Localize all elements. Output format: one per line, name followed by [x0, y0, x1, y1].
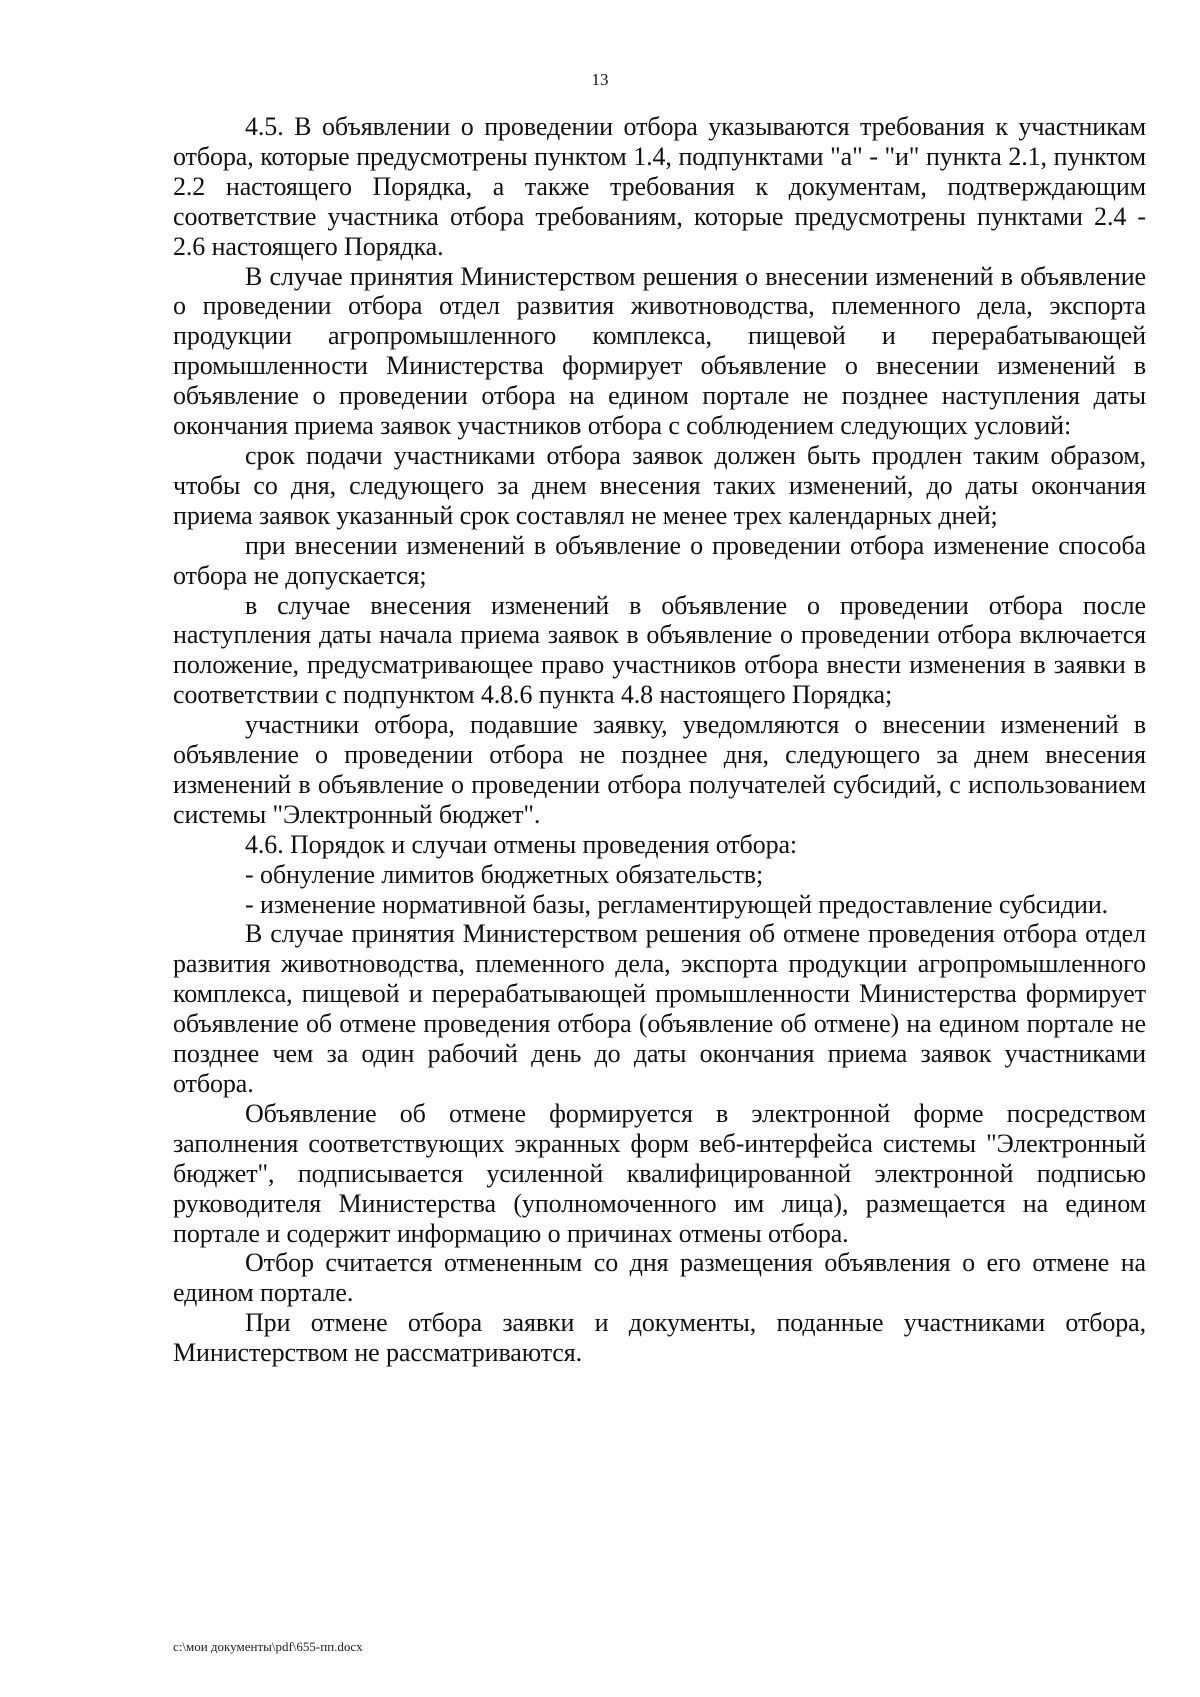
paragraph: - изменение нормативной базы, регламентирующей предоставление субсидии. [245, 889, 1109, 919]
paragraph: 4.5. В объявлении о проведении отбора указываются требования к участникам отбора, которые предусмотрены пунктом 1.4, подпунктами "а" - "и" пункта 2.1, пунктом 2.2 настоящего Порядка, а также требования к документам, подтверждающим соответствие участника отбора требованиям, которые предусмотрены пунктами 2.4 - 2.6 настоящего Порядка. [173, 112, 1146, 261]
paragraph: При отмене отбора заявки и документы, поданные участниками отбора, Министерством не рассматриваются. [173, 1308, 1146, 1368]
paragraph: В случае принятия Министерством решения о внесении изменений в объявление о проведении отбора отдел развития животноводства, племенного дела, экспорта продукции агропромышленного комплекса, пищевой и перерабатывающей промышленности Министерства формирует объявление о внесении изменений в объявление о проведении отбора на едином портале не позднее наступления даты окончания приема заявок участников отбора с соблюдением следующих условий: [173, 261, 1146, 441]
file-path-footer: c:\мои документы\pdf\655-пп.docx [173, 1639, 363, 1654]
page-number: 13 [591, 70, 609, 89]
paragraph: - обнуление лимитов бюджетных обязательств; [245, 859, 764, 889]
paragraph: 4.6. Порядок и случаи отмены проведения отбора: [245, 829, 798, 859]
paragraph: в случае внесения изменений в объявление о проведении отбора после наступления даты начала приема заявок в объявление о проведении отбора включается положение, предусматривающее право участников отбора внести изменения в заявки в соответствии с подпунктом 4.8.6 пункта 4.8 настоящего Порядка; [173, 590, 1146, 710]
paragraph: Объявление об отмене формируется в электронной форме посредством заполнения соответствующих экранных форм веб-интерфейса системы "Электронный бюджет", подписывается усиленной квалифицированной электронной подписью руководителя Министерства (уполномоченного им лица), размещается на едином портале и содержит информацию о причинах отмены отбора. [173, 1098, 1146, 1248]
paragraph: при внесении изменений в объявление о проведении отбора изменение способа отбора не допускается; [173, 530, 1146, 590]
paragraph: В случае принятия Министерством решения об отмене проведения отбора отдел развития животноводства, племенного дела, экспорта продукции агропромышленного комплекса, пищевой и перерабатывающей промышленности Министерства формирует объявление об отмене проведения отбора (объявление об отмене) на едином портале не позднее чем за один рабочий день до даты окончания приема заявок участниками отбора. [173, 919, 1146, 1098]
paragraph: участники отбора, подавшие заявку, уведомляются о внесении изменений в объявление о проведении отбора не позднее дня, следующего за днем внесения изменений в объявление о проведении отбора получателей субсидий, с использованием системы "Электронный бюджет". [173, 710, 1146, 829]
paragraph: Отбор считается отмененным со дня размещения объявления о его отмене на едином портале. [173, 1248, 1146, 1308]
document-body [173, 112, 1146, 1368]
paragraph: срок подачи участниками отбора заявок должен быть продлен таким образом, чтобы со дня, следующего за днем внесения таких изменений, до даты окончания приема заявок указанный срок составлял не менее трех календарных дней; [173, 440, 1146, 530]
